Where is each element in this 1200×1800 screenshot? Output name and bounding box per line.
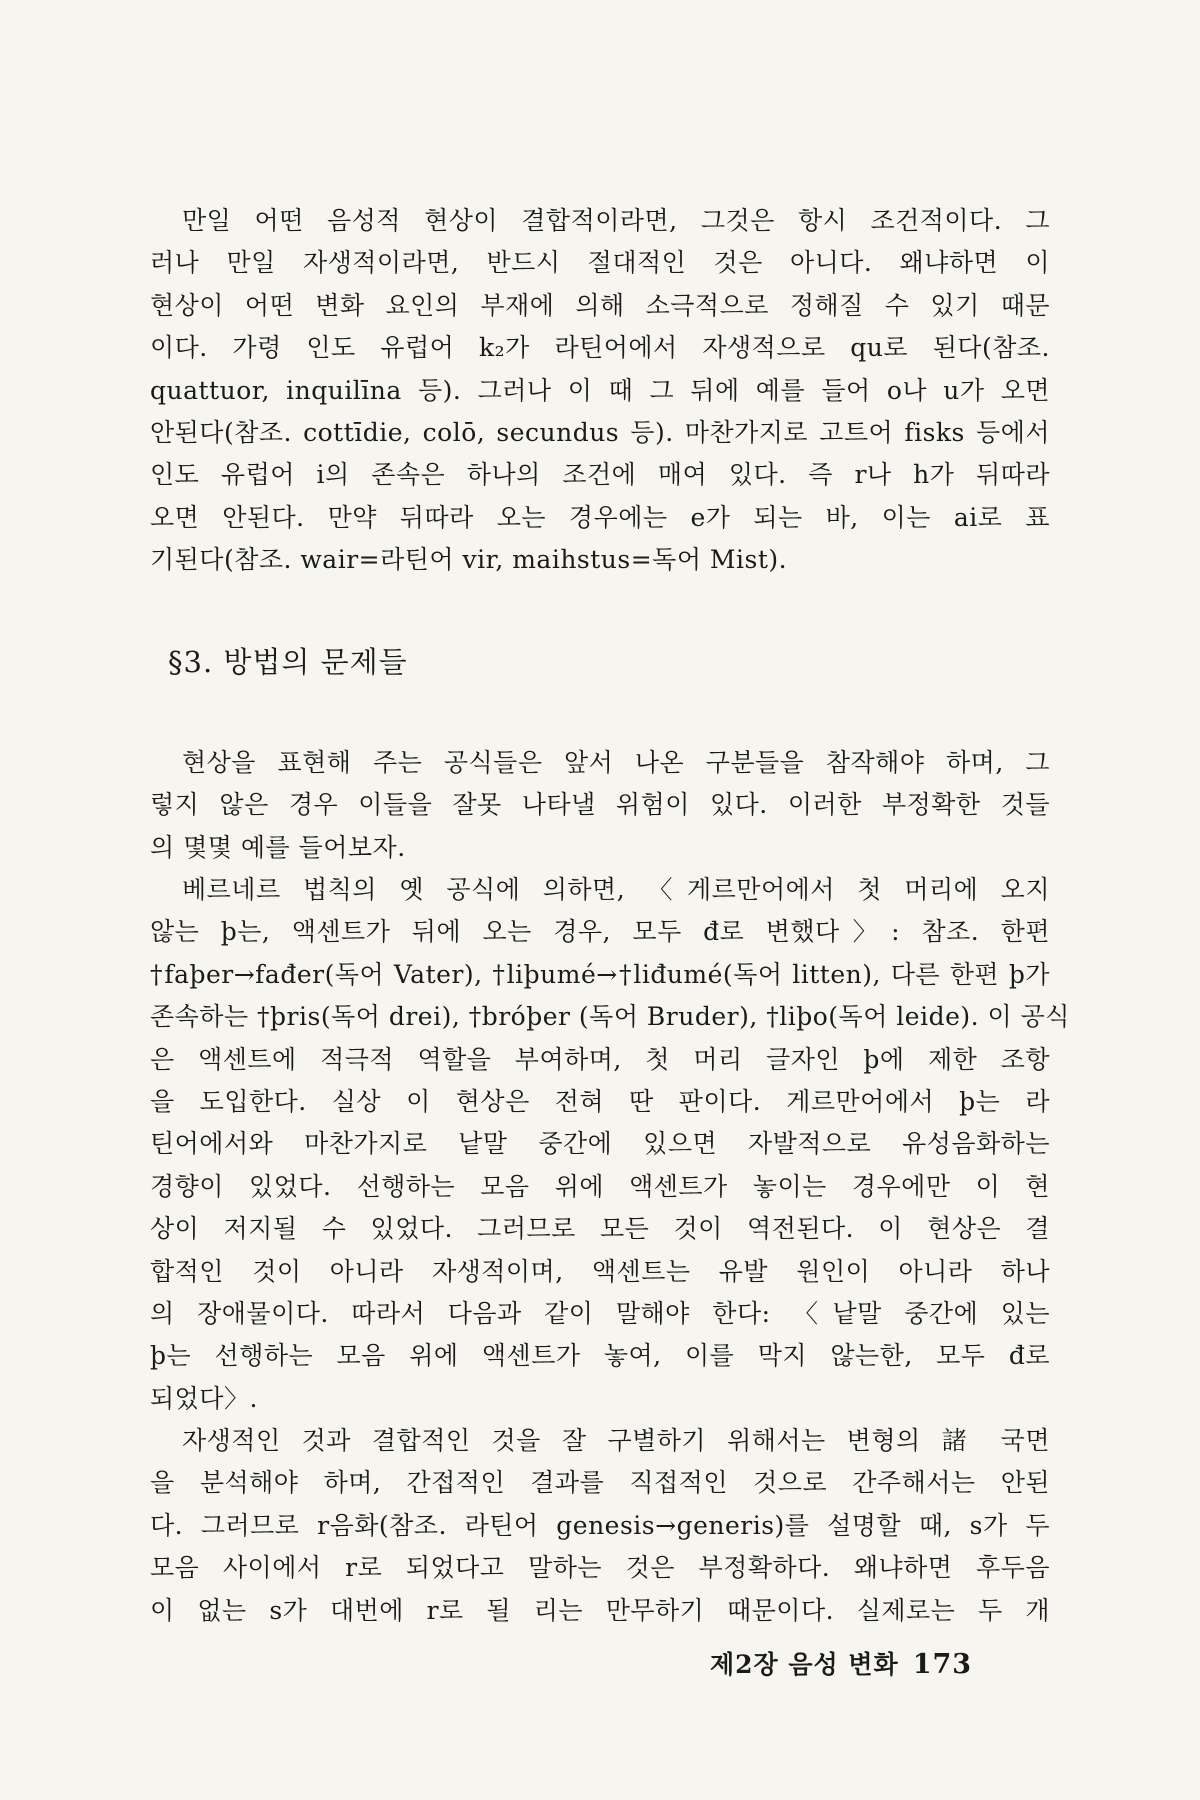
text-line: 렇지 않은 경우 이들을 잘못 나타낼 위험이 있다. 이러한 부정확한 것들 [150, 790, 1050, 820]
text-line: 러나 만일 자생적이라면, 반드시 절대적인 것은 아니다. 왜냐하면 이 [150, 248, 1050, 278]
text-line: 현상을 표현해 주는 공식들은 앞서 나온 구분들을 참작해야 하며, 그 [182, 748, 1050, 777]
paragraph-4 [150, 1420, 1050, 1632]
text-line: 존속하는 †þris(독어 drei), †bróþer (독어 Bruder), †liþo(독어 leide). 이 공식 [150, 1002, 1070, 1032]
text-line: 베르네르 법칙의 옛 공식에 의하면, 〈게르만어에서 첫 머리에 오지 [182, 875, 1050, 904]
text-line: 현상이 어떤 변화 요인의 부재에 의해 소극적으로 정해질 수 있기 때문 [150, 290, 1050, 320]
text-line: 이 없는 s가 대번에 r로 될 리는 만무하기 때문이다. 실제로는 두 개 [150, 1595, 1050, 1625]
text-line: 틴어에서와 마찬가지로 낱말 중간에 있으면 자발적으로 유성음화하는 [150, 1129, 1050, 1159]
section-heading: §3. 방법의 문제들 [168, 645, 408, 679]
text-line: 경향이 있었다. 선행하는 모음 위에 액센트가 놓이는 경우에만 이 현 [150, 1171, 1050, 1201]
text-line: quattuor, inquilīna 등). 그러나 이 때 그 뒤에 예를 들어 o나 u가 오면 [150, 375, 1050, 405]
text-line: 은 액센트에 적극적 역할을 부여하며, 첫 머리 글자인 þ에 제한 조항 [150, 1044, 1050, 1074]
page-number: 173 [912, 1649, 973, 1680]
text-line: 을 도입한다. 실상 이 현상은 전혀 딴 판이다. 게르만어에서 þ는 라 [150, 1087, 1050, 1117]
text-line: 기된다(참조. wair=라틴어 vir, maihstus=독어 Mist). [150, 545, 788, 575]
text-line: 않는 þ는, 액센트가 뒤에 오는 경우, 모두 đ로 변했다〉: 참조. 한편 [150, 917, 1050, 947]
text-line: 합적인 것이 아니라 자생적이며, 액센트는 유발 원인이 아니라 하나 [150, 1256, 1050, 1286]
chapter-title: 제2장 음성 변화 [710, 1650, 899, 1679]
text-line: 이다. 가령 인도 유럽어 k₂가 라틴어에서 자생적으로 qu로 된다(참조. [150, 333, 1050, 363]
text-line: 자생적인 것과 결합적인 것을 잘 구별하기 위해서는 변형의 諸 국면 [182, 1426, 1050, 1455]
text-line: 모음 사이에서 r로 되었다고 말하는 것은 부정확하다. 왜냐하면 후두음 [150, 1553, 1050, 1583]
paragraph-2 [150, 742, 1050, 869]
text-line: 안된다(참조. cottīdie, colō, secundus 등). 마찬가지로 고트어 fisks 등에서 [150, 418, 1050, 448]
text-line: 다. 그러므로 r음화(참조. 라틴어 genesis→generis)를 설명할 때, s가 두 [150, 1510, 1050, 1540]
text-line: 을 분석해야 하며, 간접적인 결과를 직접적인 것으로 간주해서는 안된 [150, 1468, 1050, 1498]
text-line: †faþer→fađer(독어 Vater), †liþumé→†liđumé(독어 litten), 다른 한편 þ가 [150, 959, 1050, 989]
text-line: 의 장애물이다. 따라서 다음과 같이 말해야 한다: 〈낱말 중간에 있는 [150, 1299, 1050, 1329]
text-line: 만일 어떤 음성적 현상이 결합적이라면, 그것은 항시 조건적이다. 그 [182, 206, 1050, 235]
text-line: 의 몇몇 예를 들어보자. [150, 832, 406, 862]
text-line: 오면 안된다. 만약 뒤따라 오는 경우에는 e가 되는 바, 이는 ai로 표 [150, 502, 1050, 532]
paragraph-3 [150, 869, 1070, 1420]
text-line: þ는 선행하는 모음 위에 액센트가 놓여, 이를 막지 않는한, 모두 đ로 [150, 1341, 1050, 1371]
page-footer [710, 1645, 972, 1681]
text-line: 인도 유럽어 i의 존속은 하나의 조건에 매여 있다. 즉 r나 h가 뒤따라 [150, 460, 1050, 490]
paragraph-1 [150, 200, 1050, 582]
text-line: 상이 저지될 수 있었다. 그러므로 모든 것이 역전된다. 이 현상은 결 [150, 1214, 1050, 1244]
text-line: 되었다〉. [150, 1383, 258, 1413]
